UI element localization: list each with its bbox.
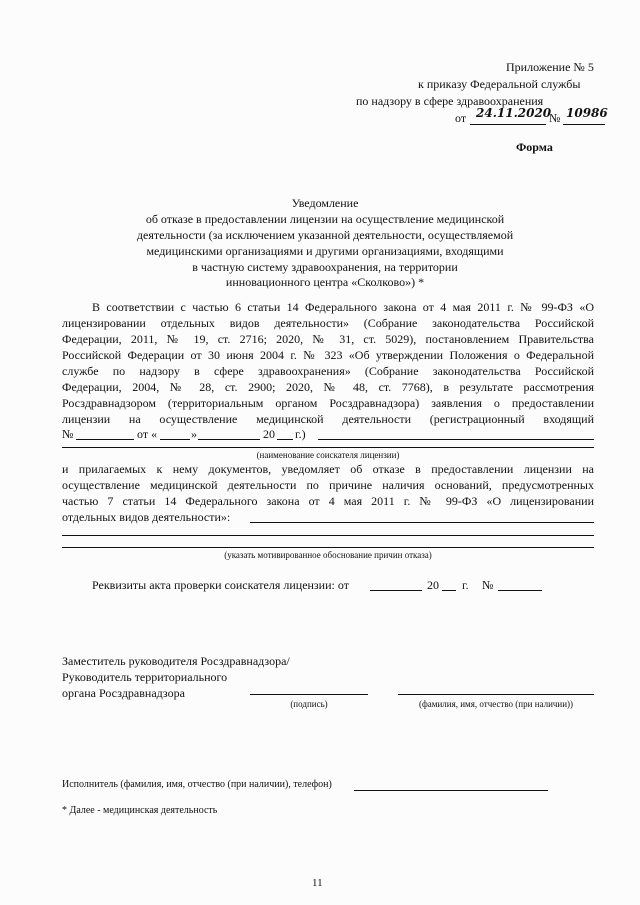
- applicant-name-field[interactable]: [62, 447, 594, 448]
- body2-line-3: частью 7 статьи 14 Федерального закона от 4 мая 2011 г. № 99-ФЗ «О лицензировании: [62, 494, 594, 508]
- executor-label: Исполнитель (фамилия, имя, отчество (при наличии), телефон): [62, 779, 332, 790]
- body1-line-5: службе по надзору в сфере здравоохранения» (Собрание законодательства Российской: [62, 364, 594, 378]
- reg-year-field[interactable]: [277, 439, 293, 440]
- reg-extra-field[interactable]: [318, 439, 594, 440]
- reg-number-sign: №: [62, 427, 74, 441]
- title-line-2: об отказе в предоставлении лицензии на осуществление медицинской: [145, 212, 505, 226]
- reg-number-field[interactable]: [76, 439, 134, 440]
- reason-field-1[interactable]: [250, 522, 594, 523]
- signatory-line-3: органа Росздравнадзора: [62, 686, 185, 700]
- signatory-line-1: Заместитель руководителя Росздравнадзора/: [62, 654, 290, 668]
- reg-month-field[interactable]: [198, 439, 260, 440]
- body1-line-6: Федерации, 2004, № 28, ст. 2900; 2020, № 48, ст. 7768), в результате рассмотрения: [62, 380, 594, 394]
- title-line-6: инновационного центра «Сколково») *: [225, 275, 425, 289]
- appendix-label: Приложение № 5: [506, 60, 594, 74]
- title-line-3: деятельности (за исключением указанной деятельности, осуществляемой: [136, 228, 514, 242]
- signature-caption: (подпись): [290, 699, 328, 709]
- form-label: Форма: [516, 140, 553, 154]
- inspection-year-field[interactable]: [442, 590, 456, 591]
- title-line-5: в частную систему здравоохранения, на территории: [192, 260, 458, 274]
- executor-field[interactable]: [354, 790, 548, 791]
- inspection-year-prefix: 20: [427, 578, 439, 592]
- reg-date-from: от «: [137, 427, 158, 441]
- footnote: * Далее - медицинская деятельность: [62, 805, 218, 816]
- agency-name: по надзору в сфере здравоохранения: [356, 94, 544, 108]
- reg-year-suffix: г.): [295, 427, 306, 441]
- body1-line-2: лицензировании отдельных видов деятельности» (Собрание законодательства Российской: [62, 316, 594, 330]
- reason-field-2[interactable]: [62, 535, 594, 536]
- full-name-field[interactable]: [398, 694, 594, 695]
- inspection-date-field[interactable]: [370, 590, 422, 591]
- inspection-label: Реквизиты акта проверки соискателя лицензии: от: [92, 578, 349, 592]
- reg-quote-close: »: [191, 427, 197, 441]
- date-from-label: от: [455, 111, 467, 125]
- applicant-caption: (наименование соискателя лицензии): [256, 450, 400, 460]
- body2-line-1: и прилагаемых к нему документов, уведомляет об отказе в предоставлении лицензии на: [62, 462, 594, 476]
- order-reference: к приказу Федеральной службы: [418, 77, 581, 91]
- date-underline: [470, 124, 546, 125]
- handwritten-number: 10986: [566, 106, 608, 120]
- title-line-1: Уведомление: [291, 196, 359, 210]
- body2-line-2: осуществление медицинской деятельности по причине наличия оснований, предусмотренных: [62, 478, 594, 492]
- number-underline: [563, 124, 605, 125]
- inspection-number-sign: №: [482, 578, 494, 592]
- number-sign: №: [549, 111, 561, 125]
- reg-year-prefix: 20: [263, 427, 275, 441]
- reason-field-3[interactable]: [62, 547, 594, 548]
- inspection-year-suffix: г.: [462, 578, 469, 592]
- body1-line-3: Федерации, 2011, № 19, ст. 2716; 2020, № 31, ст. 5029), постановлением Правительства: [62, 332, 594, 346]
- body1-line-8: лицензии на осуществление медицинской деятельности (регистрационный входящий: [62, 412, 594, 426]
- body2-line-4: отдельных видов деятельности»:: [62, 510, 231, 524]
- reason-caption: (указать мотивированное обоснование причин отказа): [224, 550, 432, 560]
- body1-line-1: В соответствии с частью 6 статьи 14 Федерального закона от 4 мая 2011 г. № 99-ФЗ «О: [92, 300, 594, 314]
- handwritten-date: 24.11.2020: [476, 106, 552, 120]
- body1-line-4: Российской Федерации от 30 июня 2004 г. № 323 «Об утверждении Положения о Федеральной: [62, 348, 594, 362]
- page-number: 11: [312, 877, 323, 889]
- reg-day-field[interactable]: [160, 439, 190, 440]
- title-line-4: медицинскими организациями и другими организациями, входящими: [146, 244, 504, 258]
- body1-line-7: Росздравнадзором (территориальным органом Росздравнадзора) заявления о предоставлении: [62, 396, 594, 410]
- signatory-line-2: Руководитель территориального: [62, 670, 228, 684]
- full-name-caption: (фамилия, имя, отчество (при наличии)): [418, 699, 574, 709]
- signature-field[interactable]: [250, 694, 368, 695]
- inspection-number-field[interactable]: [498, 590, 542, 591]
